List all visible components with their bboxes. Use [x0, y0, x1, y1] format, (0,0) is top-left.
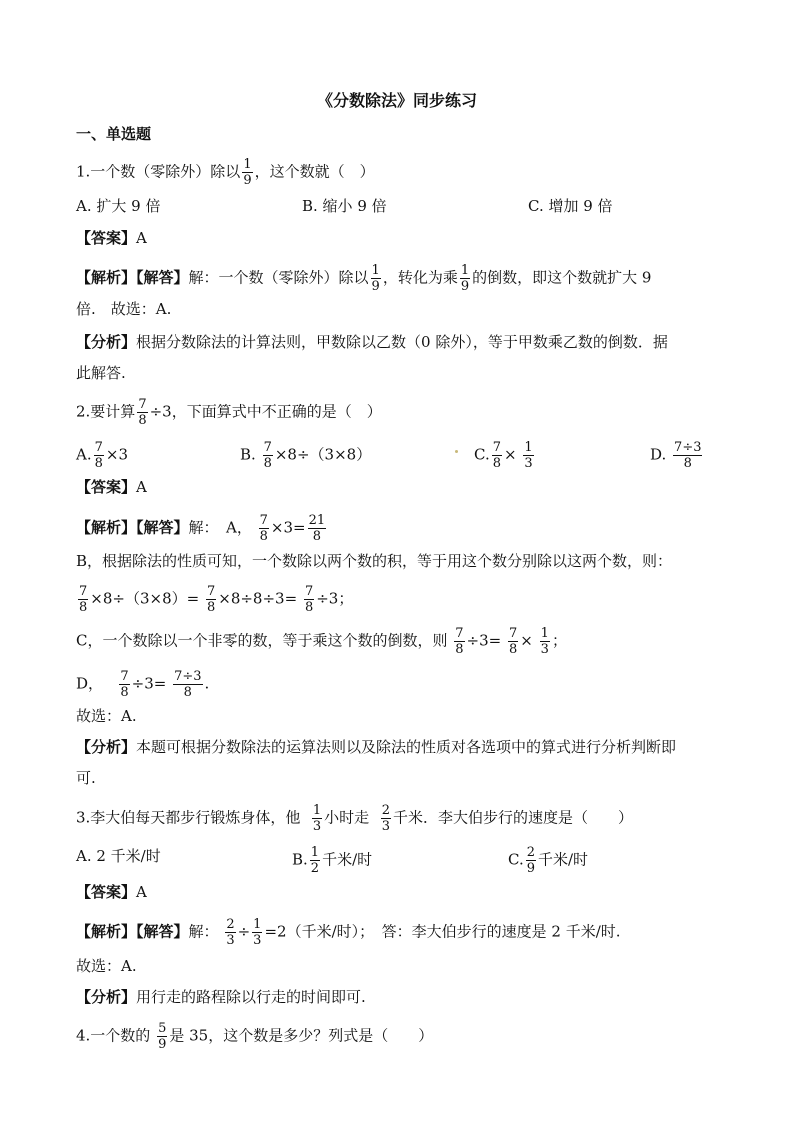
fraction: $\frac{2}{3}$: [381, 803, 390, 834]
question-text: 千米．李大伯步行的速度是（ ）: [393, 808, 634, 827]
q2-analysis-cont: 可.: [76, 769, 96, 787]
analysis-tag: 【分析】: [76, 333, 137, 351]
question-text: ÷3，下面算式中不正确的是（ ）: [149, 402, 382, 421]
q2-option-d[interactable]: D. $\frac{7\div 3}{8}$: [650, 440, 702, 471]
q2-explanation: [76, 514, 328, 543]
question-text: 1.一个数（零除外）除以: [76, 162, 241, 181]
q2-explanation-d: [76, 670, 209, 699]
q3-option-c[interactable]: C. $\frac{2}{9}$ 千米/时: [508, 845, 589, 876]
q1-option-c[interactable]: C. 增加 9 倍: [528, 197, 613, 215]
question-text: 4.一个数的: [76, 1026, 151, 1045]
q3-answer: [76, 882, 147, 902]
explanation-text: 解：一个数（零除外）除以: [188, 268, 369, 287]
question-3: [76, 804, 633, 833]
answer-tag: 【答案】: [76, 229, 137, 247]
q1-answer: [76, 228, 147, 248]
fraction: $\frac{7\div 3}{8}$: [174, 669, 202, 700]
fraction: $\frac{2}{3}$: [226, 917, 235, 948]
explanation-text: 解：: [188, 922, 219, 941]
question-text: 是 35，这个数是多少？列式是（ ）: [169, 1026, 434, 1045]
question-text: 2.要计算: [76, 402, 136, 421]
fraction: $\frac{7}{8}$: [120, 669, 129, 700]
q2-option-c[interactable]: C. $\frac{7}{8}$ × $\frac{1}{3}$: [474, 440, 533, 471]
section-heading: 一、单选题: [76, 125, 152, 143]
explanation-tag: 【解析】【解答】: [76, 518, 189, 537]
page-title: 《分数除法》同步练习: [316, 91, 477, 110]
answer-value: A: [136, 883, 147, 901]
explanation-text: 解： A，: [188, 518, 252, 537]
fraction: $\frac{1}{9}$: [371, 263, 380, 294]
fraction: $\frac{21}{8}$: [308, 513, 326, 544]
fraction: $\frac{7}{8}$: [94, 440, 103, 471]
answer-tag: 【答案】: [76, 883, 137, 901]
q1-analysis-cont: 此解答.: [76, 364, 126, 382]
q1-explanation: [76, 264, 651, 293]
fraction: $\frac{1}{9}$: [460, 263, 470, 294]
answer-value: A: [136, 229, 147, 247]
fraction: $\frac{7}{8}$: [304, 584, 314, 615]
answer-tag: 【答案】: [76, 478, 137, 496]
q2-choose: 故选：A.: [76, 707, 137, 725]
q2-explanation-c: [76, 627, 567, 656]
q1-analysis: [76, 332, 668, 352]
question-text: 3.李大伯每天都步行锻炼身体，他: [76, 808, 301, 827]
fraction: $\frac{7}{8}$: [509, 626, 518, 657]
fraction: $\frac{2}{9}$: [526, 845, 535, 876]
fraction: $\frac{1}{9}$: [243, 157, 252, 188]
q3-explanation: [76, 918, 621, 947]
fraction: $\frac{1}{3}$: [524, 440, 533, 471]
question-2: [76, 398, 382, 427]
question-4: [76, 1022, 433, 1051]
answer-value: A: [136, 478, 147, 496]
fraction: $\frac{1}{3}$: [253, 917, 262, 948]
explanation-text: =2（千米/时）； 答：李大伯步行的速度是 2 千米/时.: [264, 922, 621, 941]
q2-option-a[interactable]: A. $\frac{7}{8}$ ×3: [76, 440, 129, 471]
fraction: $\frac{7}{8}$: [263, 440, 272, 471]
q2-analysis: [76, 737, 676, 757]
explanation-tag: 【解析】【解答】: [76, 922, 189, 941]
explanation-text: ×8÷8÷3=: [218, 589, 298, 608]
fraction: $\frac{1}{3}$: [312, 803, 322, 834]
stray-dot: [455, 450, 458, 453]
q3-option-a[interactable]: A. 2 千米/时: [76, 847, 161, 865]
q2-option-b[interactable]: B. $\frac{7}{8}$ ×8÷（3×8）: [240, 440, 372, 471]
fraction: $\frac{7}{8}$: [79, 584, 88, 615]
fraction: $\frac{7}{8}$: [206, 584, 216, 615]
explanation-text: ，转化为乘: [382, 268, 458, 287]
q1-option-a[interactable]: A. 扩大 9 倍: [76, 197, 161, 215]
analysis-text: 本题可根据分数除法的运算法则以及除法的性质对各选项中的算式进行分析判断即: [136, 738, 677, 756]
q3-choose: 故选：A.: [76, 957, 137, 975]
explanation-text: ×: [520, 631, 533, 650]
fraction: $\frac{7}{8}$: [492, 440, 501, 471]
q2-explanation-b2: [76, 585, 353, 614]
fraction: $\frac{7}{8}$: [138, 397, 147, 428]
analysis-tag: 【分析】: [76, 988, 137, 1006]
fraction: $\frac{7}{8}$: [455, 626, 464, 657]
analysis-text: 根据分数除法的计算法则，甲数除以乙数（0 除外），等于甲数乘乙数的倒数．据: [136, 333, 668, 351]
fraction: $\frac{1}{2}$: [310, 845, 320, 876]
explanation-text: D，: [76, 674, 104, 693]
question-text: 小时走: [324, 808, 370, 827]
explanation-text: ×3=: [270, 518, 306, 537]
explanation-text: ；: [551, 631, 567, 650]
q3-analysis: [76, 987, 366, 1007]
fraction: $\frac{1}{3}$: [540, 626, 549, 657]
question-text: ，这个数就（ ）: [254, 162, 375, 181]
q3-option-b[interactable]: B. $\frac{1}{2}$ 千米/时: [292, 845, 373, 876]
explanation-text: ÷3；: [316, 589, 354, 608]
explanation-text: ×8÷（3×8）=: [90, 589, 200, 608]
fraction: $\frac{5}{9}$: [158, 1021, 167, 1052]
question-1: [76, 158, 375, 187]
explanation-text: C，一个数除以一个非零的数，等于乘这个数的倒数，则: [76, 631, 448, 650]
analysis-tag: 【分析】: [76, 738, 137, 756]
explanation-tag: 【解析】【解答】: [76, 268, 189, 287]
fraction: $\frac{7\div 3}{8}$: [674, 440, 702, 471]
fraction: $\frac{7}{8}$: [259, 513, 268, 544]
q1-option-b[interactable]: B. 缩小 9 倍: [302, 197, 387, 215]
explanation-text: ÷: [237, 922, 251, 941]
q2-answer: [76, 477, 147, 497]
q1-explanation-cont: 倍. 故选：A.: [76, 300, 172, 318]
q2-explanation-b: B，根据除法的性质可知，一个数除以两个数的积，等于用这个数分别除以这两个数，则：: [76, 552, 673, 570]
explanation-text: ÷3=: [131, 674, 167, 693]
explanation-text: ÷3=: [466, 631, 502, 650]
analysis-text: 用行走的路程除以行走的时间即可.: [136, 988, 366, 1006]
explanation-text: .: [204, 674, 210, 693]
explanation-text: 的倒数，即这个数就扩大 9: [472, 268, 652, 287]
